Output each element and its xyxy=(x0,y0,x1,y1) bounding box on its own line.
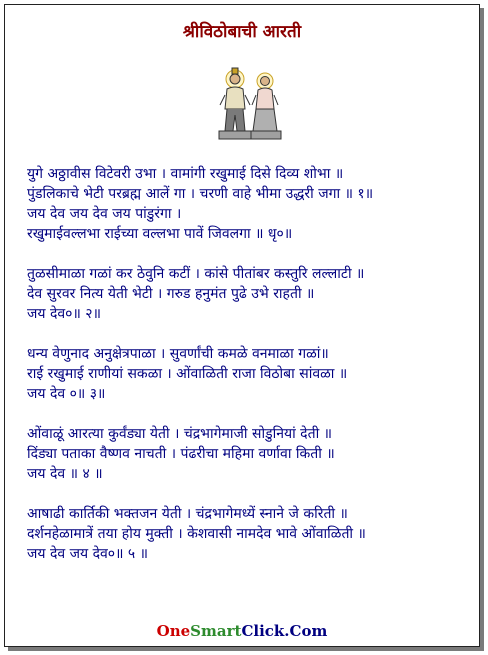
verse-line: देव सुरवर नित्य येती भेटी । गरुड हनुमंत पुढे उभे राहती ॥ xyxy=(27,286,315,302)
verse-line: पुंडलिकाचे भेटी परब्रह्म आलें गा । चरणी वाहे भीमा उद्धरी जगा ॥ १॥ xyxy=(27,186,374,202)
stanza-3 xyxy=(27,344,475,404)
aarti-page xyxy=(4,4,480,647)
verse-line: आषाढी कार्तिकी भक्तजन येती । चंद्रभागेमध्यें स्नाने जे करिती ॥ xyxy=(27,506,348,522)
stanza-5 xyxy=(27,504,475,564)
verse-line: युगे अठ्ठावीस विटेवरी उभा । वामांगी रखुमाई दिसे दिव्य शोभा ॥ xyxy=(27,166,344,182)
verse-line: जय देव ०॥ ३॥ xyxy=(27,386,106,402)
stanza-2 xyxy=(27,264,475,324)
site-footer-link[interactable] xyxy=(5,622,479,640)
aarti-verses xyxy=(27,164,475,584)
verse-line: दर्शनहेळामात्रें तया होय मुक्ती । केशवासी नामदेव भावे ओंवाळिती ॥ xyxy=(27,526,366,542)
verse-line: राई रखुमाई राणीयां सकळा । ओंवाळिती राजा विठोबा सांवळा ॥ xyxy=(27,366,348,382)
verse-line: धन्य वेणुनाद अनुक्षेत्रपाळा । सुवर्णांची कमळे वनमाळा गळां॥ xyxy=(27,346,329,362)
verse-line: तुळसीमाळा गळां कर ठेवुनि कटीं । कांसे पीतांबर कस्तुरि लल्लाटी ॥ xyxy=(27,266,365,282)
verse-line: दिंड्या पताका वैष्णव नाचती । पंढरीचा महिमा वर्णावा किती ॥ xyxy=(27,446,335,462)
stanza-4 xyxy=(27,424,475,484)
footer-part-one: One xyxy=(156,622,191,640)
stanza-1 xyxy=(27,164,475,244)
page-title: श्रीविठोबाची आरती xyxy=(182,22,302,42)
verse-line: रखुमाईवल्लभा राईच्या वल्लभा पावें जिवलगा ॥ धृ०॥ xyxy=(27,226,293,242)
verse-line: जय देव जय देव जय पांडुरंगा । xyxy=(27,206,182,222)
verse-line: जय देव०॥ २॥ xyxy=(27,306,101,322)
verse-line: जय देव जय देव०॥ ५ ॥ xyxy=(27,546,149,562)
vitthal-rukmini-icon xyxy=(215,65,285,145)
footer-part-click: Click.Com xyxy=(241,622,328,640)
verse-line: जय देव ॥ ४ ॥ xyxy=(27,466,103,482)
verse-line: ओंवाळूं आरत्या कुर्वंड्या येती । चंद्रभागेमाजी सोडुनियां देती ॥ xyxy=(27,426,333,442)
footer-part-smart: Smart xyxy=(190,622,242,640)
